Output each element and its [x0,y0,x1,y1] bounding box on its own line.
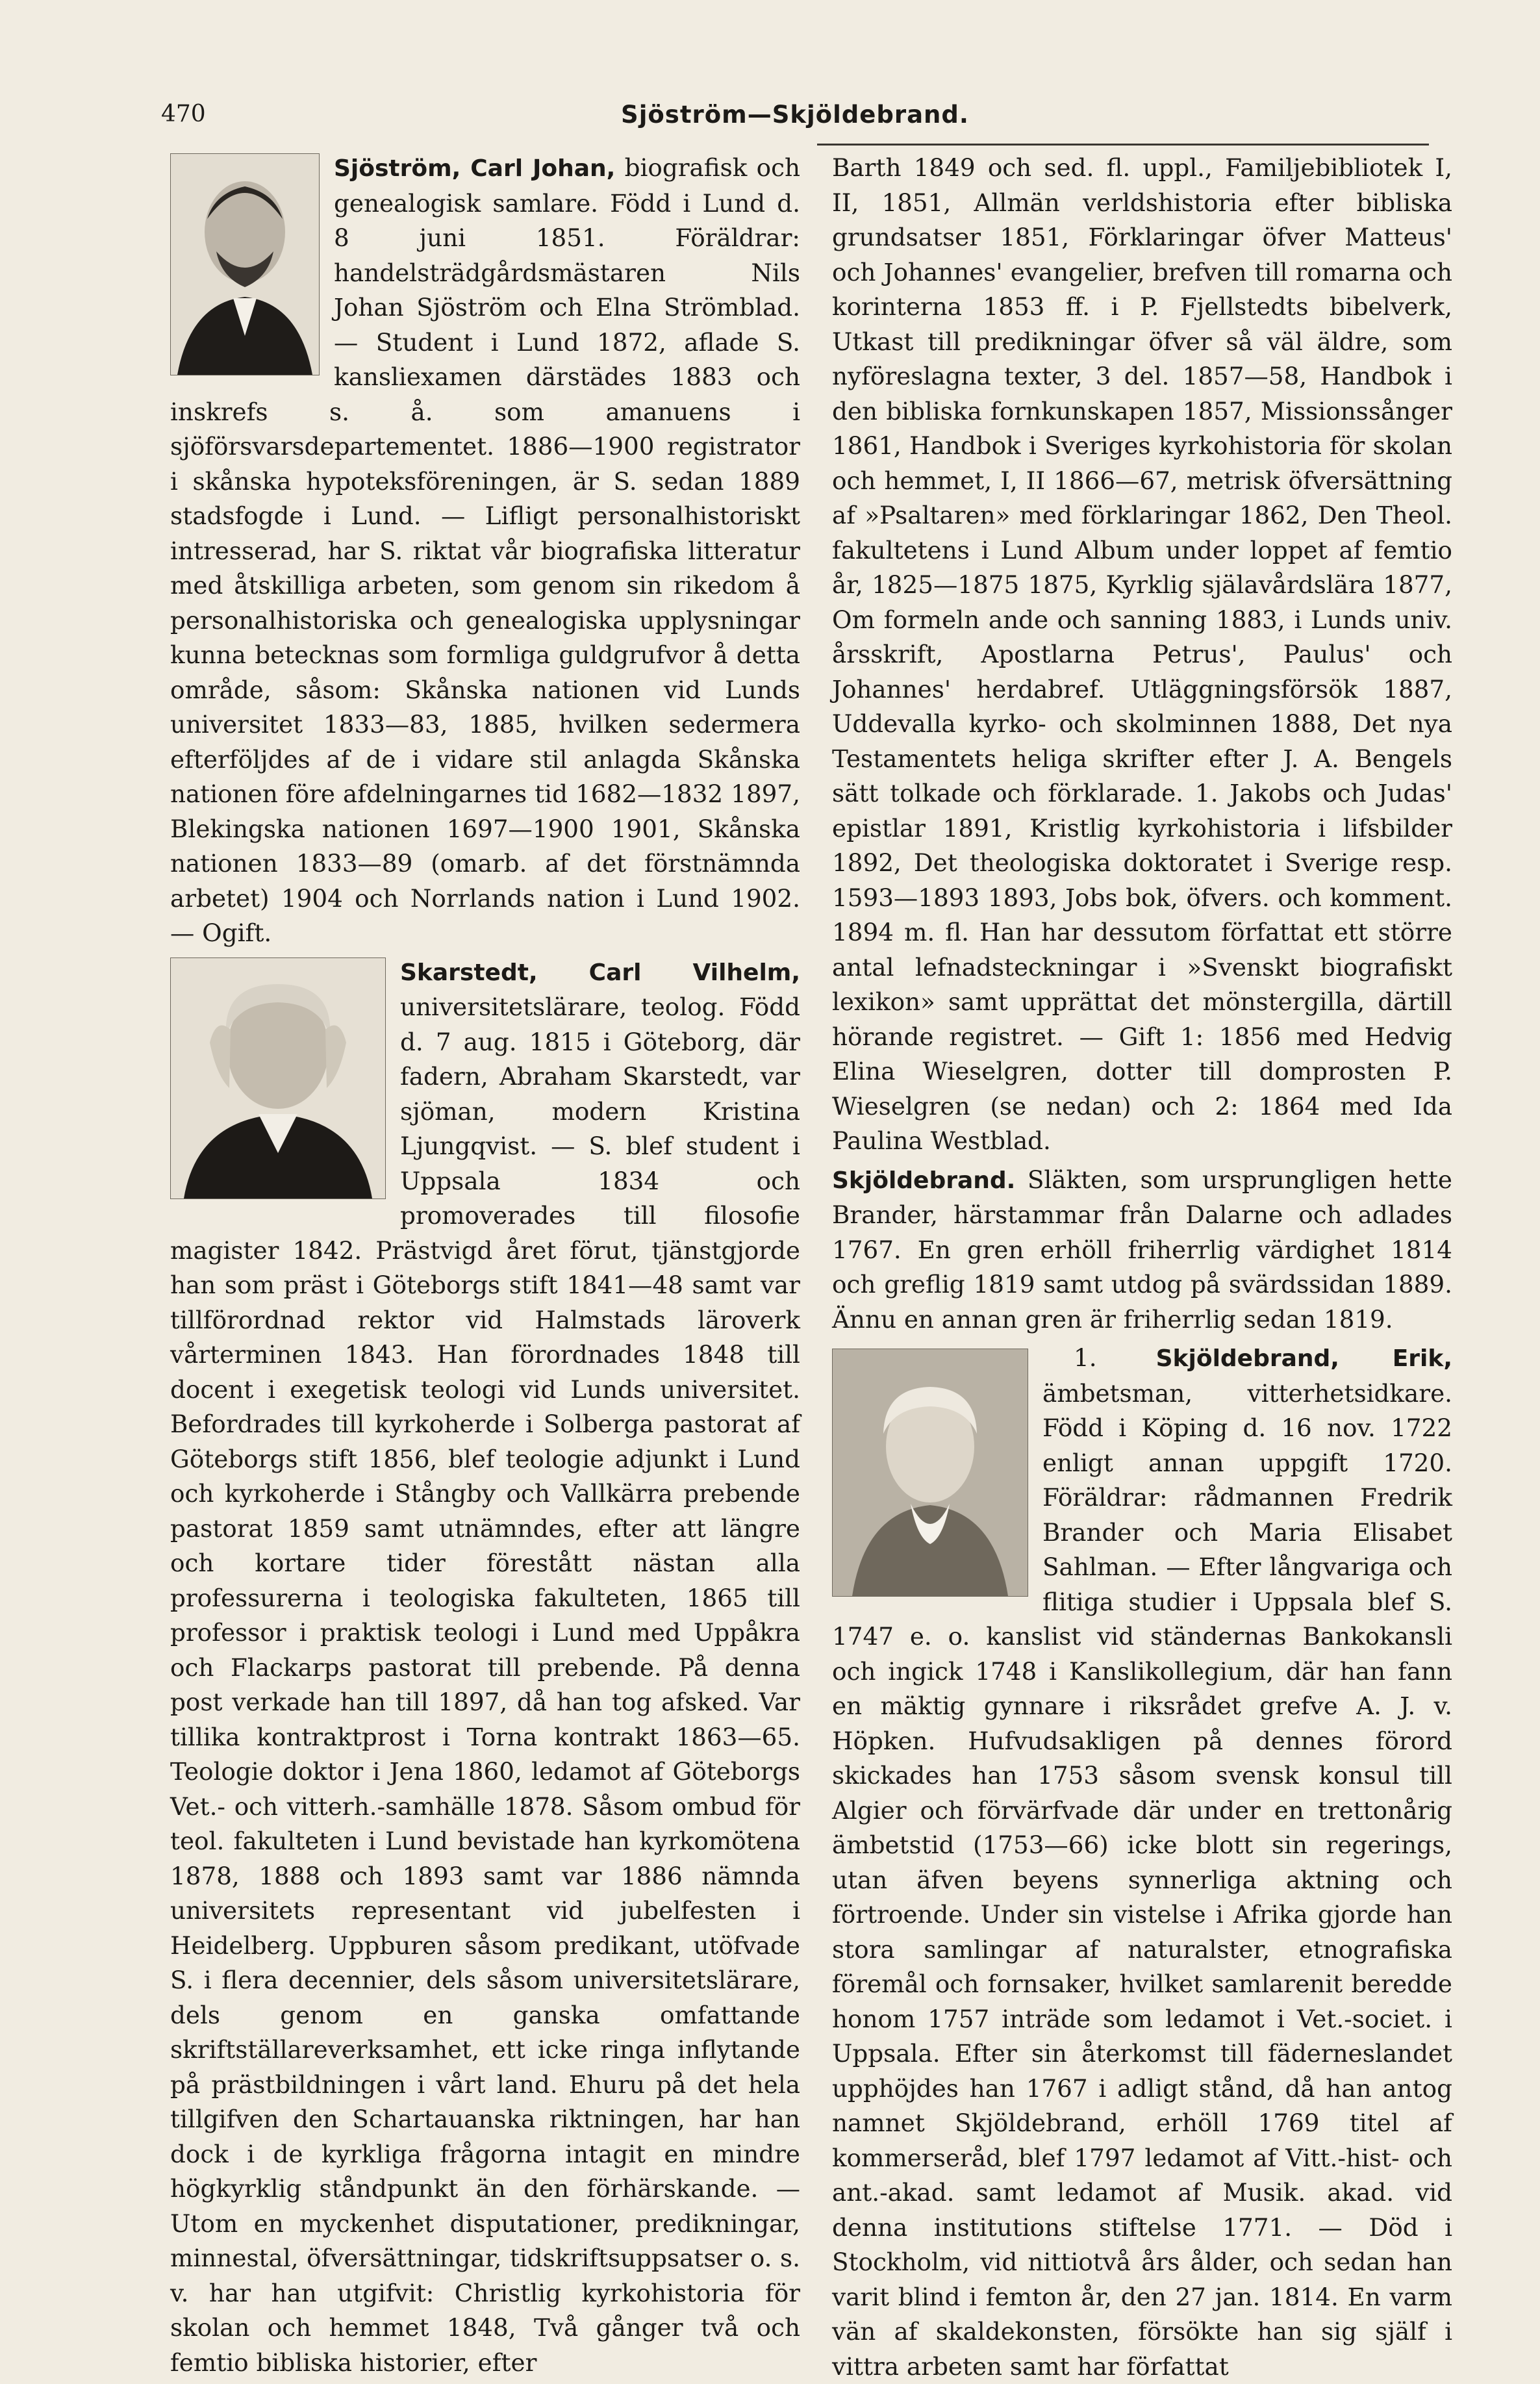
skarstedt-continuation: Barth 1849 och sed. fl. uppl., Familjebibliotek I, II, 1851, Allmän verldshistoria efter bibliska grundsatser 1851, Förklaringar öfver Matteus' och Johannes' evangelier, brefven till romarna och korinterna 1853 ff. i P. Fjellstedts bibelverk, Utkast till predikningar öfver så väl äldre, som nyföreslagna texter, 3 del. 1857—58, Handbok i den bibliska fornkunskapen 1857, Missionssånger 1861, Handbok i Sveriges kyrkohistoria för skolan och hemmet, I, II 1866—67, metrisk öfversättning af »Psaltaren» med förklaringar 1862, Den Theol. fakultetens i Lund Album under loppet af femtio år, 1825—1875 1875, Kyrklig själavårdslära 1877, Om formeln ande och sanning 1883, i Lunds univ. årsskrift, Apostlarna Petrus', Paulus' och Johannes' herdabref. Utläggningsförsök 1887, Uddevalla kyrko- och skolminnen 1888, Det nya Testamentets heliga skrifter efter J. A. Bengels sätt tolkade och förklarade. 1. Jakobs och Judas' epistlar 1891, Kristlig kyrkohistoria i lifsbilder 1892, Det theologiska doktoratet i Sverige resp. 1593—1893 1893, Jobs bok, öfvers. och komment. 1894 m. fl. Han har dessutom författat ett större antal lefnadsteckningar i »Svenskt biografiskt lexikon» samt upprättat det mönstergilla, därtill hörande registret. — Gift 1: 1856 med Hedvig Elina Wieselgren, dotter till domprosten P. Wieselgren (se nedan) och 2: 1864 med Ida Paulina Westblad. [832,153,1452,1155]
right-column [832,151,1452,2384]
entry-skarstedt-text: universitetslärare, teolog. Född d. 7 aug. 1815 i Göteborg, där fadern, Abraham Skarstedt, var sjöman, modern Kristina Ljungqvist. — S. blef student i Uppsala 1834 och promoverades till filosofie magister 1842. Prästvigd året förut, tjänstgjorde han som präst i Göteborgs stift 1841—48 samt var tillförordnad rektor vid Halmstads läroverk vårterminen 1843. Han förordnades 1848 till docent i exegetisk teologi vid Lunds universitet. Befordrades till kyrkoherde i Solberga pastorat af Göteborgs stift 1856, blef teologie adjunkt i Lund och kyrkoherde i Stångby och Vallkärra prebende pastorat 1859 samt utnämndes, efter att längre och kortare tider förestått nästan alla professurerna i teologiska fakulteten, 1865 till professor i praktisk teologi i Lund med Uppåkra och Flackarps pastorat till prebende. På denna post verkade han till 1897, då han tog afsked. Var tillika kontraktprost i Torna kontrakt 1863—65. Teologie doktor i Jena 1860, ledamot af Göteborgs Vet.- och vitterh.-samhälle 1878. Såsom ombud för teol. fakulteten i Lund bevistade han kyrkomötena 1878, 1888 och 1893 samt var 1886 nämnda universitets representant vid jubelfesten i Heidelberg. Uppburen såsom predikant, utöfvade S. i flera decennier, dels såsom universitetslärare, dels genom en ganska omfattande skriftställareverksamhet, ett icke ringa inflytande på prästbildningen i vårt land. Ehuru på det hela tillgifven den Schartauanska riktningen, har han dock i de kyrkliga frågorna intagit en mindre högkyrklig ståndpunkt än den förhärskande. — Utom en myckenhet disputationer, predikningar, minnestal, öfversättningar, tidskriftsuppsatser o. s. v. har han utgifvit: Christlig kyrkohistoria för skolan och hemmet 1848, Två gånger två och femtio bibliska historier, efter [170,993,800,2377]
running-head: Sjöström—Skjöldebrand. [621,101,969,129]
entry-skarstedt-name: Skarstedt, Carl Vilhelm, [400,959,800,986]
entry-skjoldebrand-family [832,1163,1452,1338]
entry-skjoldebrand-erik-text: ämbetsman, vitterhetsidkare. Född i Köping d. 16 nov. 1722 enligt annan uppgift 1720. Föräldrar: rådmannen Fredrik Brander och Maria Elisabet Sahlman. — Efter långvariga och flitiga studier i Uppsala blef S. 1747 e. o. kanslist vid ständernas Bankokansli och ingick 1748 i Kanslikollegium, där han fann en mäktig gynnare i riksrådet grefve A. J. v. Höpken. Hufvudsakligen på dennes förord skickades han 1753 såsom svensk konsul till Algier och förvärfvade där under en trettonårig ämbetstid (1753—66) icke blott sin regerings, utan äfven beyens synnerliga aktning och förtroende. Under sin vistelse i Afrika gjorde han stora samlingar af naturalster, etnografiska föremål och fornsaker, hvilket samlarenit beredde honom 1757 inträde som ledamot i Vet.-societ. i Uppsala. Efter sin återkomst till fäderneslandet upphöjdes han 1767 i adligt stånd, då han antog namnet Skjöldebrand, erhöll 1769 titel af kommerseråd, blef 1797 ledamot af Vitt.-hist- och ant.-akad. samt ledamot af Musik. akad. vid denna institutions stiftelse 1771. — Död i Stockholm, vid nittiotvå års ålder, och sedan han varit blind i femton år, den 27 jan. 1814. En varm vän af skaldekonsten, försökte han sig själf i vittra arbeten samt har författat [832,1378,1452,2381]
entry-number: 1. [1074,1343,1097,1372]
entry-sjostrom-text: biografisk och genealogisk samlare. Född i Lund d. 8 juni 1851. Föräldrar: handelsträdgårdsmästaren Nils Johan Sjöström och Elna Strömblad. — Student i Lund 1872, aflade S. kansliexamen därstädes 1883 och inskrefs s. å. som amanuens i sjöförsvarsdepartementet. 1886—1900 registrator i skånska hypoteksföreningen, är S. sedan 1889 stadsfogde i Lund. — Lifligt personalhistoriskt intresserad, har S. riktat vår biografiska litteratur med åtskilliga arbeten, som genom sin rikedom å personalhistoriska och genealogiska upplysningar kunna betecknas som formliga guldgrufvor å detta område, såsom: Skånska nationen vid Lunds universitet 1833—83, 1885, hvilken sedermera efterföljdes af de i vidare stil anlagda Skånska nationen före afdelningarnes tid 1682—1832 1897, Blekingska nationen 1697—1900 1901, Skånska nationen 1833—89 (omarb. af det förstnämnda arbetet) 1904 och Norrlands nation i Lund 1902. — Ogift. [170,153,800,947]
entry-skjoldebrand-family-name: Skjöldebrand. [832,1167,1016,1194]
entry-sjostrom-name: Sjöström, Carl Johan, [334,155,616,182]
header-rule [817,144,1429,146]
page-number: 470 [161,101,206,127]
entry-skjoldebrand-erik [832,1341,1452,2384]
entry-sjostrom [170,151,800,951]
left-column [170,151,800,2380]
entry-skjoldebrand-family-text: Släkten, som ursprungligen hette Brander, härstammar från Dalarne och adlades 1767. En gren erhöll friherrlig värdighet 1814 och greflig 1819 samt utdog på svärdssidan 1889. Ännu en annan gren är friherrlig sedan 1819. [832,1165,1453,1334]
portrait-skarstedt [170,957,386,1199]
portrait-skjoldebrand [832,1349,1028,1597]
entry-skjoldebrand-erik-name: Skjöldebrand, Erik, [1155,1345,1452,1372]
portrait-skjoldebrand-image [833,1349,1028,1596]
entry-skarstedt [170,955,800,2381]
portrait-sjostrom [170,153,320,375]
page-header [161,101,1429,140]
portrait-sjostrom-image [171,154,319,375]
portrait-skarstedt-image [171,958,385,1198]
